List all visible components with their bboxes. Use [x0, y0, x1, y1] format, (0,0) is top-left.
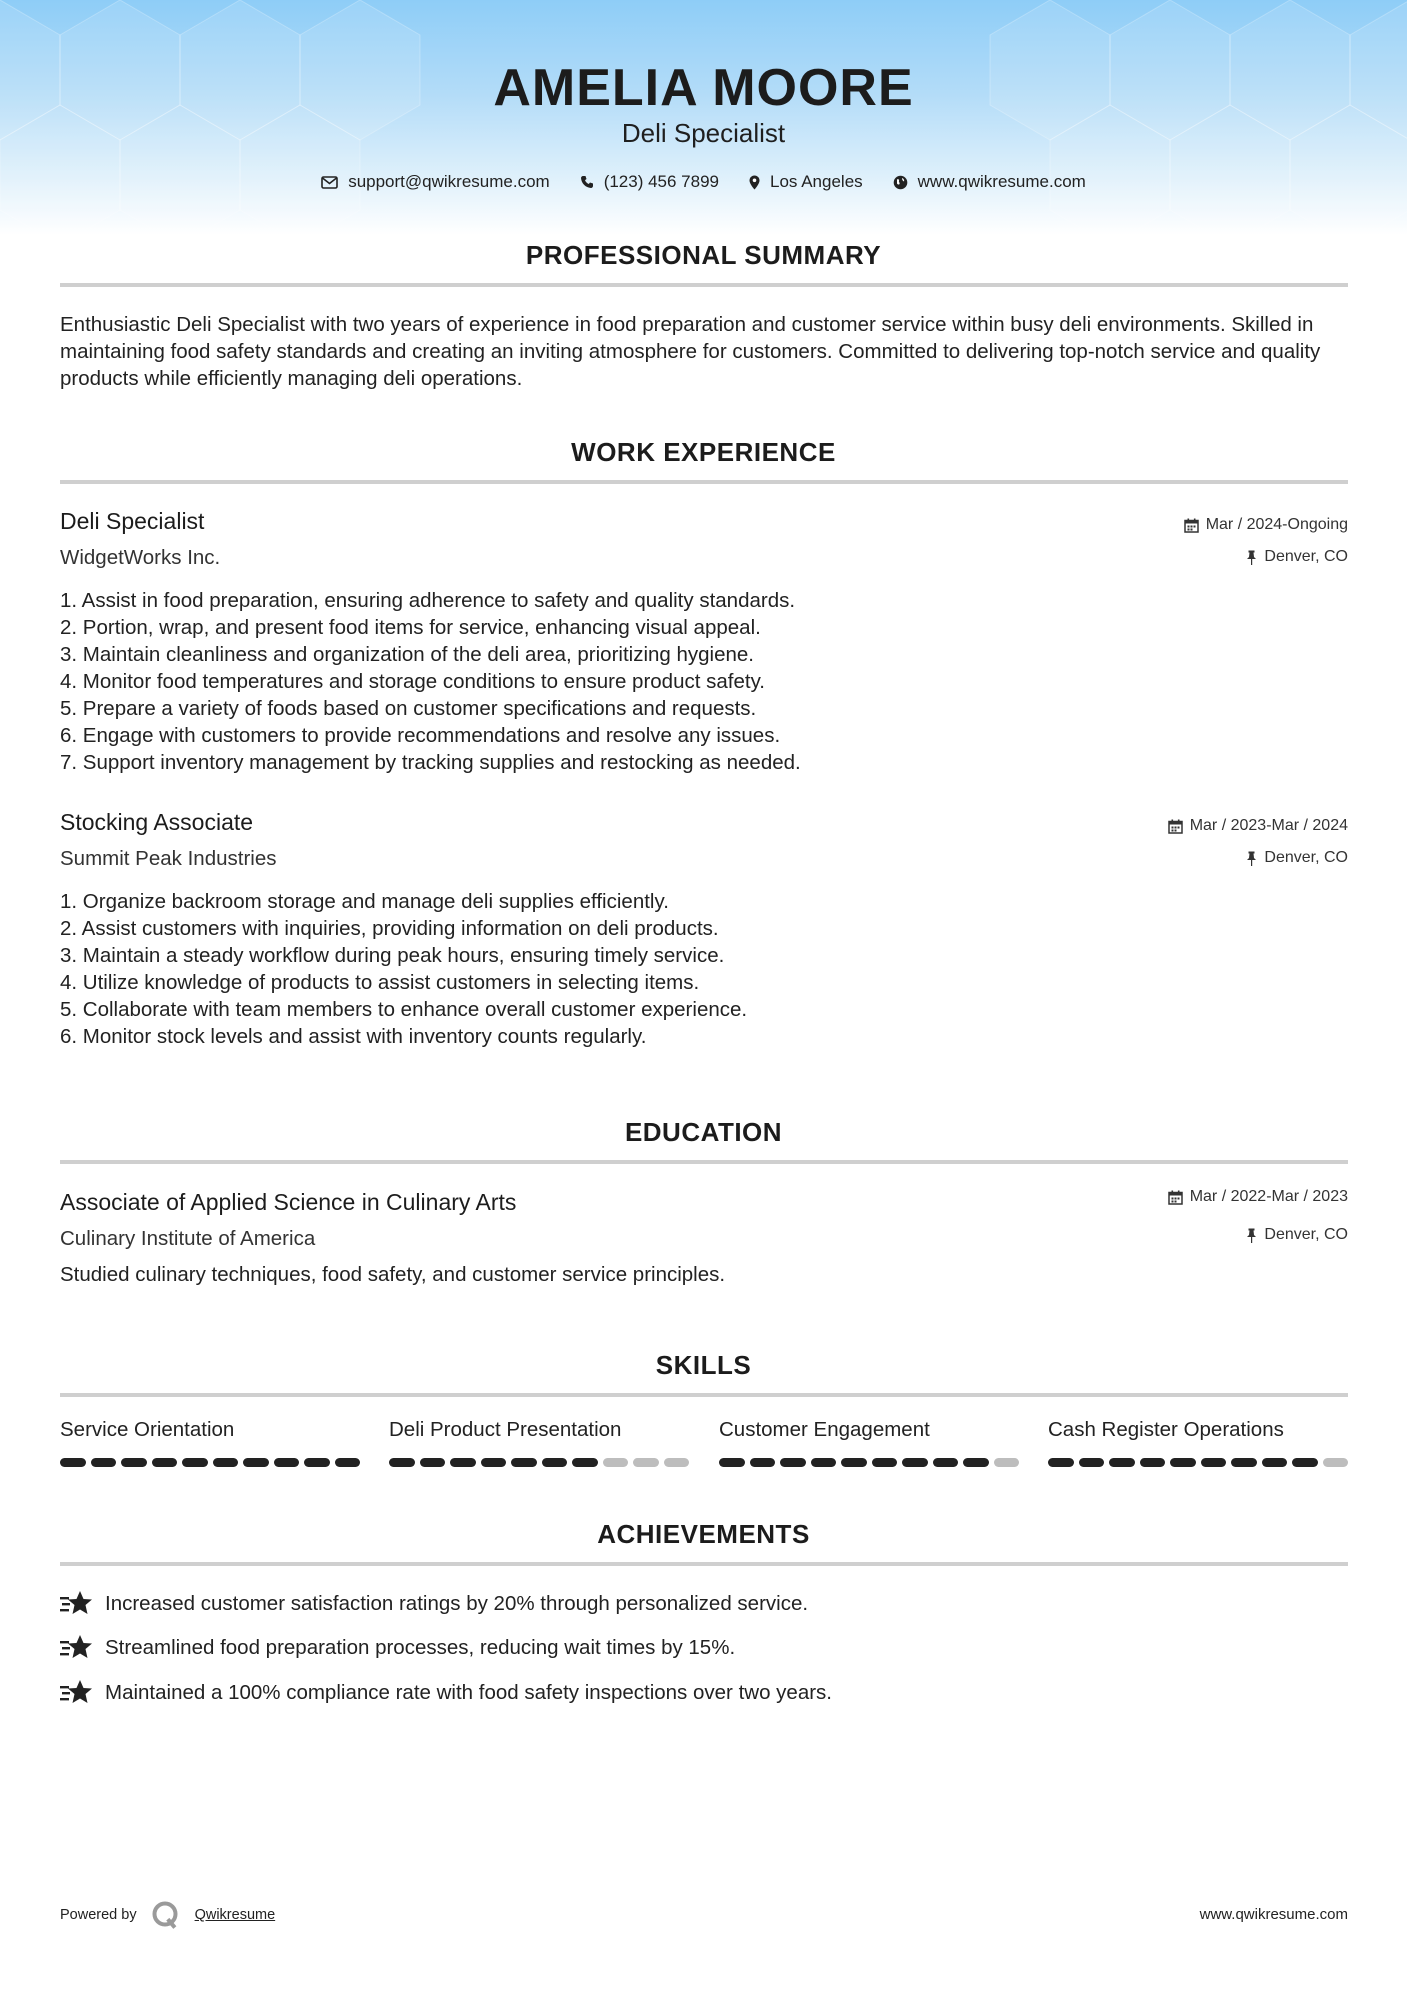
skill-segment-filled — [542, 1458, 568, 1467]
skill-level-bar — [60, 1458, 360, 1467]
contact-location — [749, 172, 863, 192]
skill-item — [389, 1418, 689, 1467]
job-duties-list — [60, 587, 801, 776]
skill-segment-filled — [1262, 1458, 1288, 1467]
skill-segment-filled — [719, 1458, 745, 1467]
list-item: 4. Utilize knowledge of products to assist customers in selecting items. — [60, 971, 700, 994]
star-icon — [60, 1590, 93, 1618]
job-dates-text: Mar / 2024-Ongoing — [1205, 516, 1348, 533]
footer-powered-by — [60, 1900, 275, 1930]
job-location-text: Denver, CO — [1264, 548, 1348, 565]
skills-divider — [60, 1393, 1348, 1397]
contact-email-text: support@qwikresume.com — [348, 172, 550, 191]
summary-text: Enthusiastic Deli Specialist with two years of experience in food preparation and customer service within busy deli environments. Skilled in maintaining food safety standards and creating an inviting atmosphere for customers. Committed to delivering top-notch service and quality products while efficiently managing deli operations. — [60, 313, 1321, 390]
phone-icon — [580, 175, 594, 189]
achievement-item — [60, 1679, 832, 1707]
skill-segment-filled — [213, 1458, 239, 1467]
skill-segment-filled — [750, 1458, 776, 1467]
summary-heading: PROFESSIONAL SUMMARY — [525, 240, 882, 270]
skill-segment-filled — [152, 1458, 178, 1467]
skill-segment-empty — [633, 1458, 659, 1467]
degree-title: Associate of Applied Science in Culinary Arts — [60, 1189, 517, 1215]
skill-segment-filled — [274, 1458, 300, 1467]
skill-segment-filled — [963, 1458, 989, 1467]
pushpin-icon — [1246, 1228, 1257, 1243]
job-location — [1246, 548, 1348, 566]
skill-segment-filled — [335, 1458, 361, 1467]
skill-segment-filled — [1292, 1458, 1318, 1467]
skill-name: Service Orientation — [60, 1418, 235, 1441]
skill-name: Cash Register Operations — [1048, 1418, 1284, 1441]
list-item: 5. Prepare a variety of foods based on customer specifications and requests. — [60, 697, 757, 720]
education-dates-text: Mar / 2022-Mar / 2023 — [1189, 1188, 1348, 1205]
skill-segment-filled — [1140, 1458, 1166, 1467]
education-heading: EDUCATION — [624, 1117, 783, 1147]
skill-segment-empty — [664, 1458, 690, 1467]
list-item: 6. Engage with customers to provide recommendations and resolve any issues. — [60, 724, 781, 747]
skill-segment-filled — [841, 1458, 867, 1467]
skill-segment-filled — [420, 1458, 446, 1467]
skill-segment-filled — [933, 1458, 959, 1467]
envelope-icon — [321, 176, 338, 189]
education-description: Studied culinary techniques, food safety, and customer service principles. — [60, 1263, 726, 1286]
skill-segment-filled — [243, 1458, 269, 1467]
experience-heading: WORK EXPERIENCE — [571, 437, 836, 467]
achievement-item — [60, 1590, 808, 1618]
contact-website[interactable] — [893, 172, 1086, 192]
skill-segment-filled — [872, 1458, 898, 1467]
powered-by-label: Powered by — [60, 1907, 137, 1923]
job-title: Stocking Associate — [60, 809, 254, 835]
list-item: 2. Portion, wrap, and present food items for service, enhancing visual appeal. — [60, 616, 761, 639]
job-dates-text: Mar / 2023-Mar / 2024 — [1189, 817, 1348, 834]
skill-segment-filled — [1201, 1458, 1227, 1467]
job-company: WidgetWorks Inc. — [60, 546, 221, 569]
skill-item — [1048, 1418, 1348, 1467]
skill-segment-filled — [780, 1458, 806, 1467]
skill-name: Deli Product Presentation — [389, 1418, 622, 1441]
qwikresume-logo-icon — [151, 1900, 181, 1930]
calendar-icon — [1184, 518, 1199, 533]
job-dates — [1184, 516, 1348, 534]
education-location — [1246, 1226, 1348, 1244]
skill-name: Customer Engagement — [719, 1418, 930, 1441]
list-item: 5. Collaborate with team members to enhance overall customer experience. — [60, 998, 748, 1021]
skill-item — [60, 1418, 360, 1467]
skill-segment-filled — [1079, 1458, 1105, 1467]
list-item: 1. Organize backroom storage and manage deli supplies efficiently. — [60, 890, 669, 913]
achievement-item — [60, 1634, 735, 1662]
star-icon — [60, 1679, 93, 1707]
skill-segment-filled — [1170, 1458, 1196, 1467]
achievement-text: Maintained a 100% compliance rate with food safety inspections over two years. — [105, 1681, 832, 1704]
star-icon — [60, 1634, 93, 1662]
contact-location-text: Los Angeles — [770, 172, 863, 191]
skills-heading: SKILLS — [655, 1350, 752, 1380]
map-marker-icon — [749, 175, 760, 190]
list-item: 2. Assist customers with inquiries, providing information on deli products. — [60, 917, 719, 940]
list-item: 7. Support inventory management by tracking supplies and restocking as needed. — [60, 751, 801, 774]
education-location-text: Denver, CO — [1264, 1226, 1348, 1243]
skill-segment-empty — [994, 1458, 1020, 1467]
skill-segment-filled — [91, 1458, 117, 1467]
job-location-text: Denver, CO — [1264, 849, 1348, 866]
skill-segment-filled — [121, 1458, 147, 1467]
list-item: 1. Assist in food preparation, ensuring adherence to safety and quality standards. — [60, 589, 796, 612]
contact-website-text: www.qwikresume.com — [917, 172, 1086, 191]
contact-bar — [0, 172, 1407, 192]
list-item: 4. Monitor food temperatures and storage conditions to ensure product safety. — [60, 670, 765, 693]
skill-level-bar — [1048, 1458, 1348, 1467]
footer-website[interactable]: www.qwikresume.com — [1199, 1906, 1348, 1923]
globe-icon — [893, 175, 908, 190]
skill-segment-empty — [1323, 1458, 1349, 1467]
job-dates — [1168, 817, 1348, 835]
skill-segment-filled — [182, 1458, 208, 1467]
calendar-icon — [1168, 1190, 1183, 1205]
pushpin-icon — [1246, 550, 1257, 565]
skill-segment-empty — [603, 1458, 629, 1467]
brand-link[interactable]: Qwikresume — [194, 1907, 276, 1923]
list-item: 3. Maintain cleanliness and organization of the deli area, prioritizing hygiene. — [60, 643, 755, 666]
list-item: 3. Maintain a steady workflow during peak hours, ensuring timely service. — [60, 944, 725, 967]
job-location — [1246, 849, 1348, 867]
job-duties-list — [60, 888, 747, 1050]
achievements-divider — [60, 1562, 1348, 1566]
job-company: Summit Peak Industries — [60, 847, 277, 870]
skill-segment-filled — [1048, 1458, 1074, 1467]
candidate-name: AMELIA MOORE — [493, 59, 914, 117]
skill-segment-filled — [60, 1458, 86, 1467]
list-item: 6. Monitor stock levels and assist with inventory counts regularly. — [60, 1025, 647, 1048]
experience-divider — [60, 480, 1348, 484]
achievement-text: Increased customer satisfaction ratings by 20% through personalized service. — [105, 1592, 809, 1615]
job-title: Deli Specialist — [60, 508, 205, 534]
skill-segment-filled — [902, 1458, 928, 1467]
skill-segment-filled — [389, 1458, 415, 1467]
skill-level-bar — [389, 1458, 689, 1467]
skill-level-bar — [719, 1458, 1019, 1467]
skill-segment-filled — [811, 1458, 837, 1467]
school-name: Culinary Institute of America — [60, 1227, 316, 1250]
achievements-heading: ACHIEVEMENTS — [597, 1519, 810, 1549]
pushpin-icon — [1246, 851, 1257, 866]
calendar-icon — [1168, 819, 1183, 834]
education-divider — [60, 1160, 1348, 1164]
contact-phone-text: (123) 456 7899 — [603, 172, 720, 191]
education-dates — [1168, 1188, 1348, 1206]
skill-segment-filled — [572, 1458, 598, 1467]
summary-divider — [60, 283, 1348, 287]
skill-item — [719, 1418, 1019, 1467]
skill-segment-filled — [304, 1458, 330, 1467]
achievement-text: Streamlined food preparation processes, reducing wait times by 15%. — [105, 1636, 736, 1659]
skill-segment-filled — [511, 1458, 537, 1467]
skill-segment-filled — [1109, 1458, 1135, 1467]
skill-segment-filled — [1231, 1458, 1257, 1467]
skill-segment-filled — [481, 1458, 507, 1467]
candidate-role: Deli Specialist — [621, 118, 786, 148]
contact-phone[interactable] — [580, 172, 719, 192]
contact-email[interactable] — [321, 172, 550, 192]
skill-segment-filled — [450, 1458, 476, 1467]
